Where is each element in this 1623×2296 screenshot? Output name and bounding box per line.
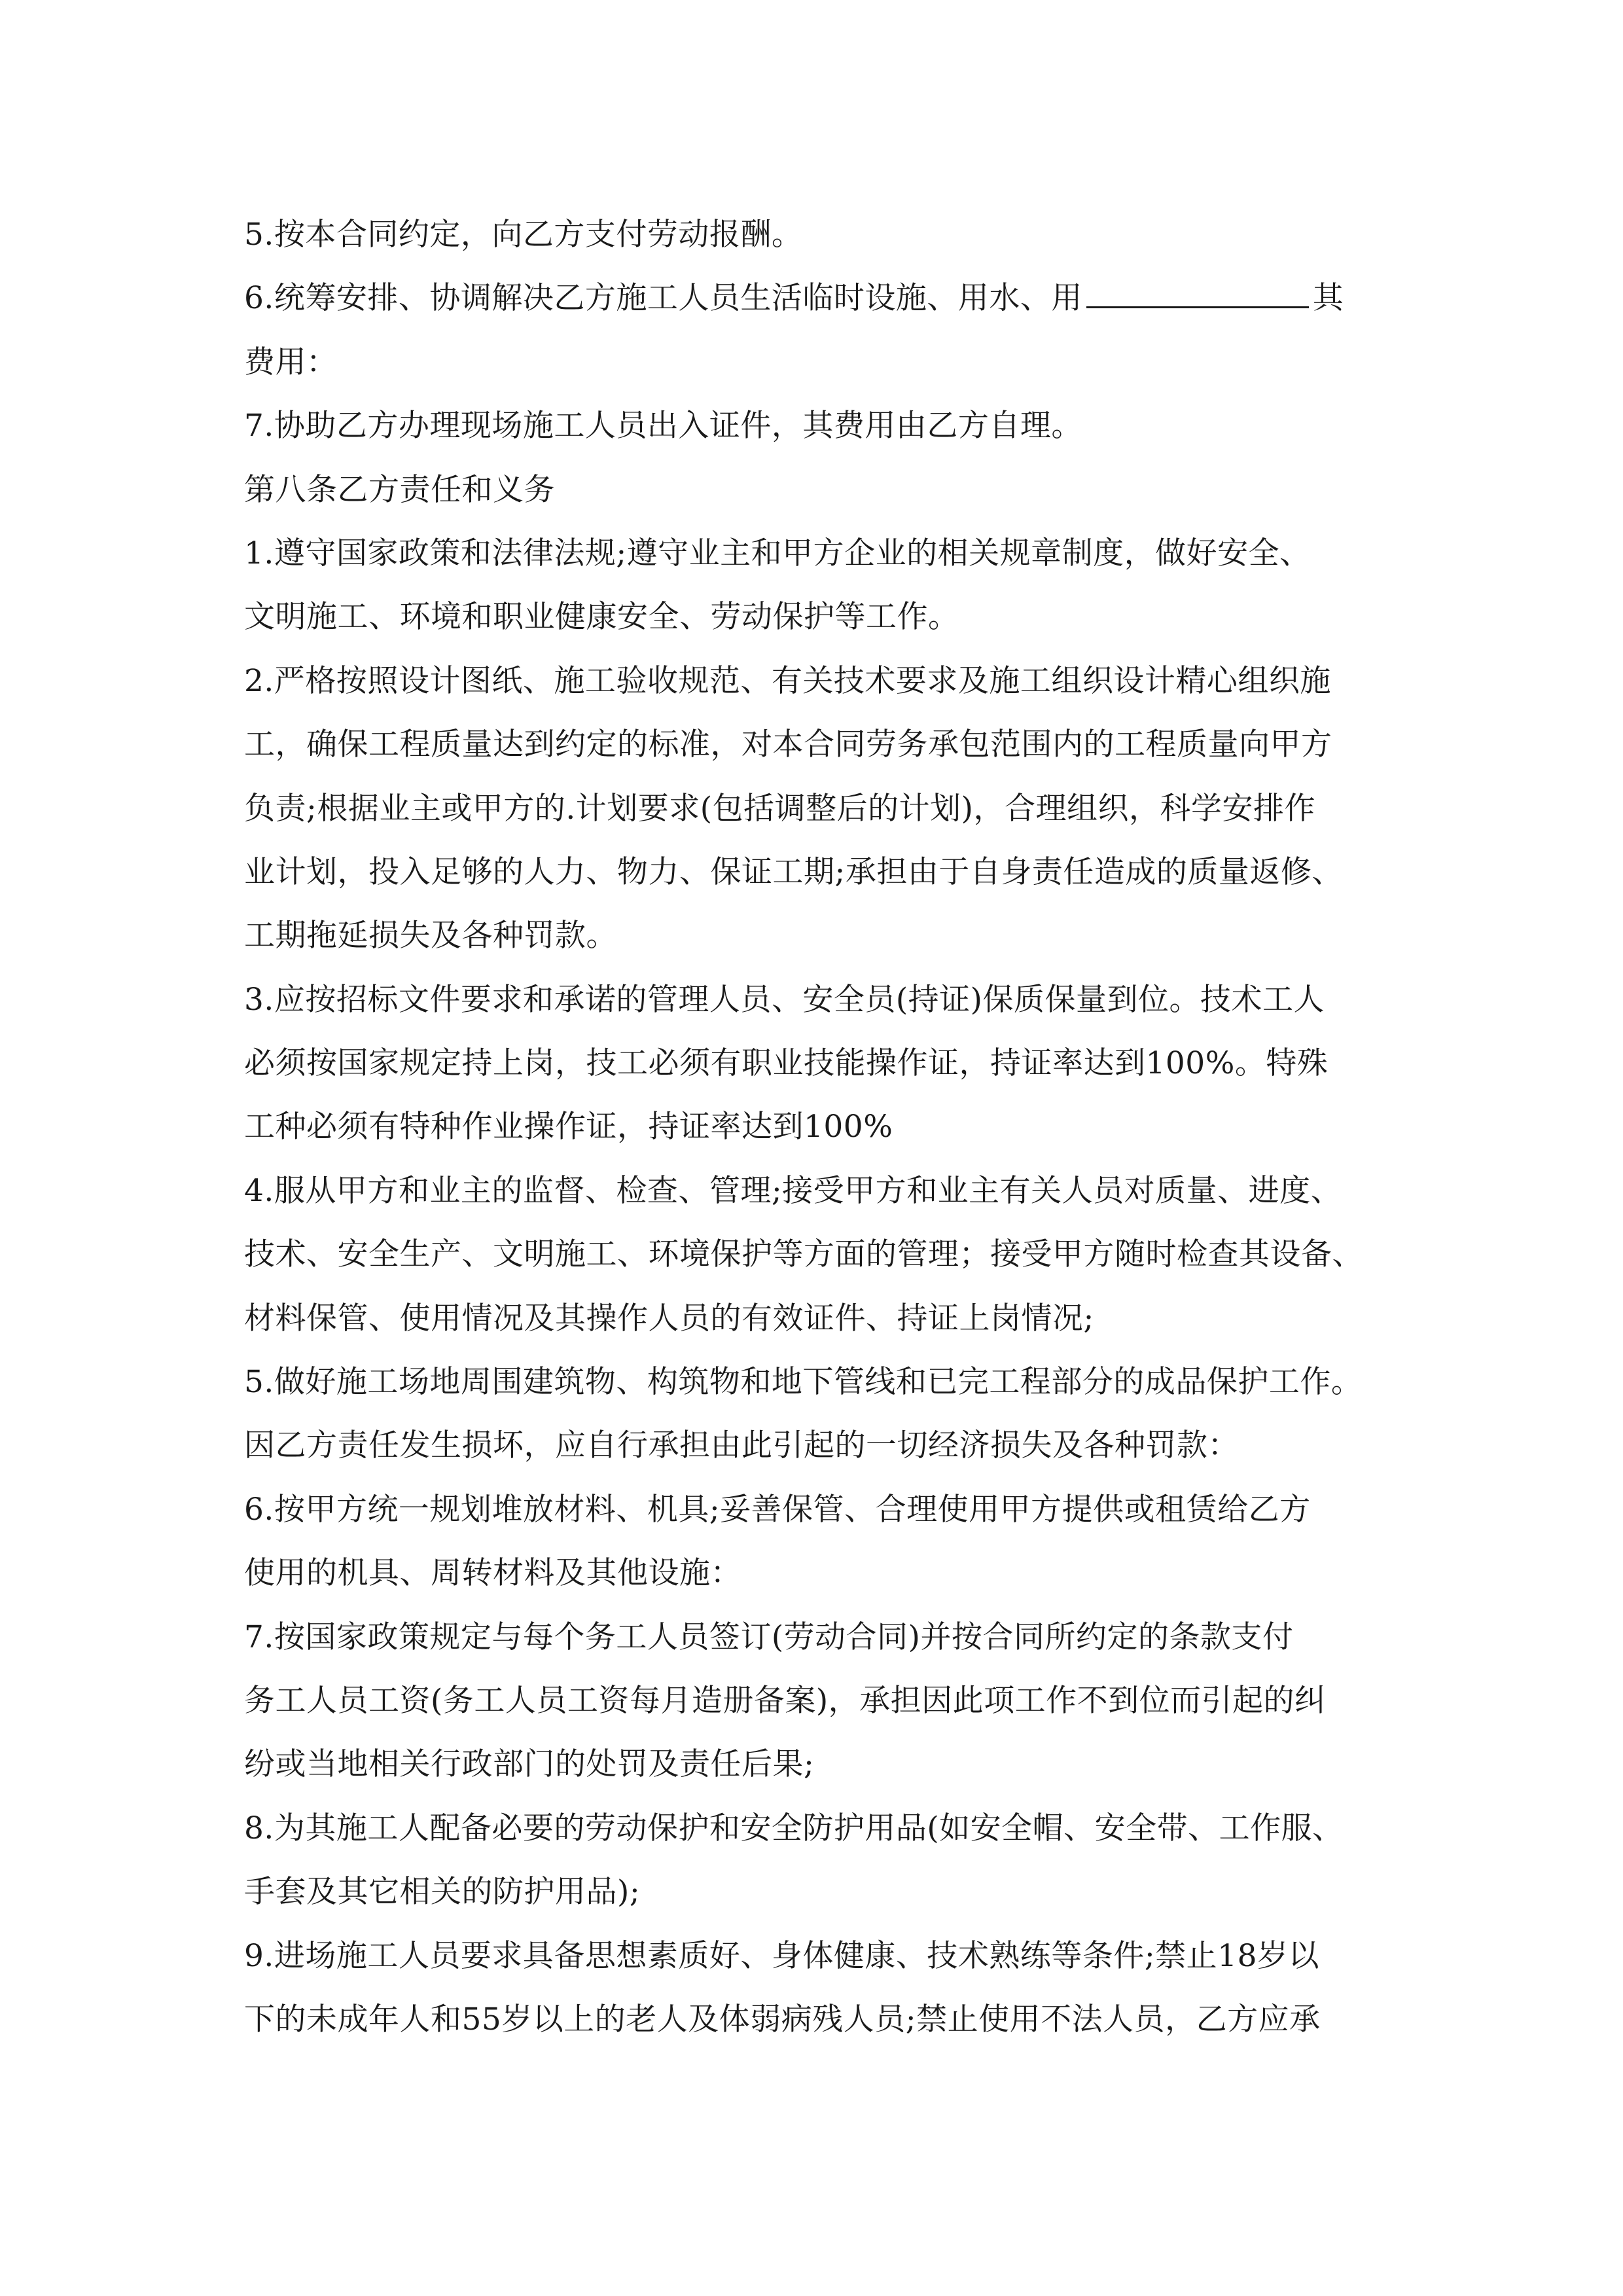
text-line: 材料保管、使用情况及其操作人员的有效证件、持证上岗情况;: [244, 1300, 1094, 1336]
text-line: 工种必须有特种作业操作证，持证率达到100%: [244, 1109, 893, 1145]
text-line: 5.做好施工场地周围建筑物、构筑物和地下管线和已完工程部分的成品保护工作。: [244, 1364, 1363, 1401]
text-line: 下的未成年人和55岁以上的老人及体弱病残人员;禁止使用不法人员，乙方应承: [244, 2001, 1321, 2037]
text-line: 必须按国家规定持上岗，技工必须有职业技能操作证，持证率达到100%。特殊: [244, 1045, 1329, 1082]
text-line: 6.按甲方统一规划堆放材料、机具;妥善保管、合理使用甲方提供或租赁给乙方: [244, 1491, 1311, 1528]
text-line-with-blank: [244, 266, 1396, 330]
text-segment: 其: [1312, 280, 1344, 317]
text-line: 3.应按招标文件要求和承诺的管理人员、安全员(持证)保质保量到位。技术工人: [244, 981, 1325, 1018]
text-line: 费用：: [244, 344, 338, 380]
text-line: 5.按本合同约定，向乙方支付劳动报酬。: [244, 217, 803, 253]
text-segment: 6.统筹安排、协调解决乙方施工人员生活临时设施、用水、用: [244, 280, 1082, 317]
text-line: 2.严格按照设计图纸、施工验收规范、有关技术要求及施工组织设计精心组织施: [244, 662, 1331, 699]
text-line: 技术、安全生产、文明施工、环境保护等方面的管理；接受甲方随时检查其设备、: [244, 1236, 1363, 1273]
text-line: 手套及其它相关的防护用品);: [244, 1874, 641, 1910]
text-line: 因乙方责任发生损坏，应自行承担由此引起的一切经济损失及各种罚款：: [244, 1427, 1239, 1464]
text-line: 1.遵守国家政策和法律法规;遵守业主和甲方企业的相关规章制度，做好安全、: [244, 535, 1311, 571]
text-line: 4.服从甲方和业主的监督、检查、管理;接受甲方和业主有关人员对质量、进度、: [244, 1172, 1342, 1209]
text-line: 8.为其施工人配备必要的劳动保护和安全防护用品(如安全帽、安全带、工作服、: [244, 1810, 1344, 1846]
document-body: [244, 203, 1396, 2051]
text-line: 使用的机具、周转材料及其他设施：: [244, 1555, 741, 1592]
text-line: 负责;根据业主或甲方的.计划要求(包括调整后的计划)，合理组织，科学安排作: [244, 790, 1315, 827]
text-line: 业计划，投入足够的人力、物力、保证工期;承担由于自身责任造成的质量返修、: [244, 853, 1343, 890]
text-line: 工期拖延损失及各种罚款。: [244, 918, 617, 954]
fill-in-blank: [1086, 306, 1309, 308]
text-line: 文明施工、环境和职业健康安全、劳动保护等工作。: [244, 599, 959, 636]
text-line: 9.进场施工人员要求具备思想素质好、身体健康、技术熟练等条件;禁止18岁以: [244, 1937, 1319, 1974]
section-heading: 第八条乙方责任和义务: [244, 471, 555, 508]
text-line: 7.协助乙方办理现场施工人员出入证件，其费用由乙方自理。: [244, 408, 1082, 444]
text-line: 工，确保工程质量达到约定的标准，对本合同劳务承包范围内的工程质量向甲方: [244, 726, 1332, 763]
text-line: 7.按国家政策规定与每个务工人员签订(劳动合同)并按合同所约定的条款支付: [244, 1619, 1294, 1655]
text-line: 务工人员工资(务工人员工资每月造册备案)，承担因此项工作不到位而引起的纠: [244, 1682, 1326, 1719]
text-line: 纷或当地相关行政部门的处罚及责任后果;: [244, 1746, 815, 1783]
